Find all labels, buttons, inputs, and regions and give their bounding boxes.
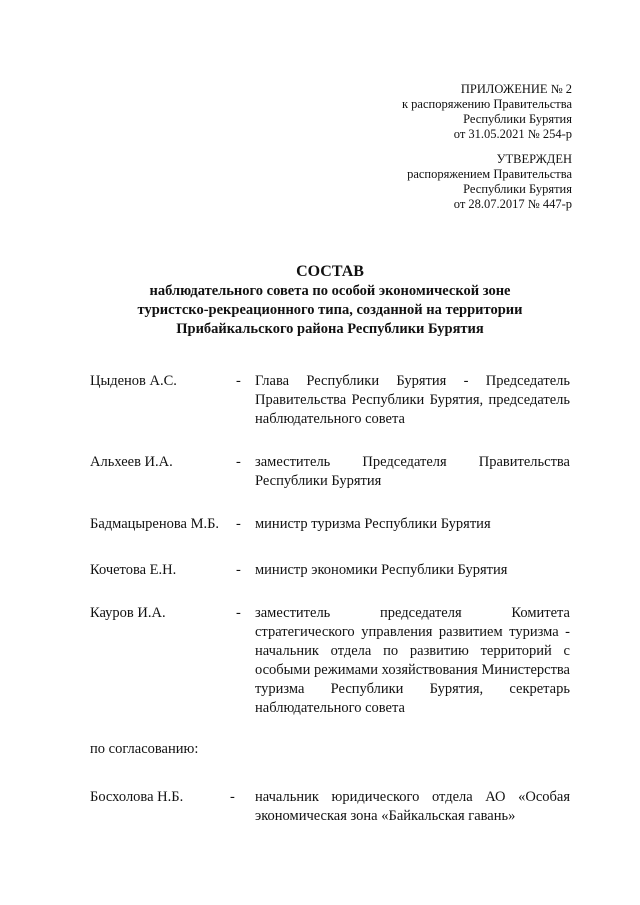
- member-role: заместитель Председателя Правительства Республики Бурятия: [255, 454, 570, 489]
- member-name: Кауров И.А.: [90, 605, 166, 621]
- document-title: [80, 262, 580, 339]
- member-name: Альхеев И.А.: [90, 454, 173, 470]
- member-role: министр туризма Республики Бурятия: [255, 516, 491, 532]
- agreement-label: по согласованию:: [90, 741, 199, 757]
- approval-republic: Республики Бурятия: [463, 182, 572, 196]
- approval-by-order: распоряжением Правительства: [407, 167, 572, 181]
- member-dash: -: [236, 562, 241, 578]
- title-line-3: Прибайкальского района Республики Бурятия: [176, 321, 484, 337]
- approval-order-date: от 28.07.2017 № 447-р: [453, 197, 572, 211]
- appendix-number: ПРИЛОЖЕНИЕ № 2: [460, 82, 572, 96]
- member-dash: -: [230, 789, 235, 805]
- member-name: Бадмацыренова М.Б.: [90, 516, 220, 532]
- appendix-to-order: к распоряжению Правительства: [401, 97, 572, 111]
- appendix-header: [272, 82, 572, 142]
- member-role: заместитель председателя Комитета стратегического управления развитием туризма - начальник отдела по развитию территорий с особыми режимами хозяйствования Министерства туризма Республики Бурятия, секретарь наблюдательного совета: [255, 605, 570, 716]
- member-role: начальник юридического отдела АО «Особая экономическая зона «Байкальская гавань»: [255, 789, 570, 824]
- member-dash: -: [236, 373, 241, 389]
- title-line-1: наблюдательного совета по особой экономической зоне: [149, 283, 511, 299]
- member-name: Кочетова Е.Н.: [90, 562, 177, 578]
- approval-label: УТВЕРЖДЕН: [496, 152, 572, 166]
- member-name: Цыденов А.С.: [90, 373, 177, 389]
- member-dash: -: [236, 454, 241, 470]
- member-role: министр экономики Республики Бурятия: [255, 562, 508, 578]
- title-line-2: туристско-рекреационного типа, созданной на территории: [137, 302, 523, 318]
- appendix-republic: Республики Бурятия: [463, 112, 572, 126]
- title-main: СОСТАВ: [296, 263, 364, 280]
- member-name: Босхолова Н.Б.: [90, 789, 184, 805]
- approval-header: [272, 152, 572, 212]
- member-role: Глава Республики Бурятия - Председатель Правительства Республики Бурятия, председатель наблюдательного совета: [255, 373, 570, 427]
- appendix-order-date: от 31.05.2021 № 254-р: [453, 127, 572, 141]
- member-dash: -: [236, 605, 241, 621]
- member-dash: -: [236, 516, 241, 532]
